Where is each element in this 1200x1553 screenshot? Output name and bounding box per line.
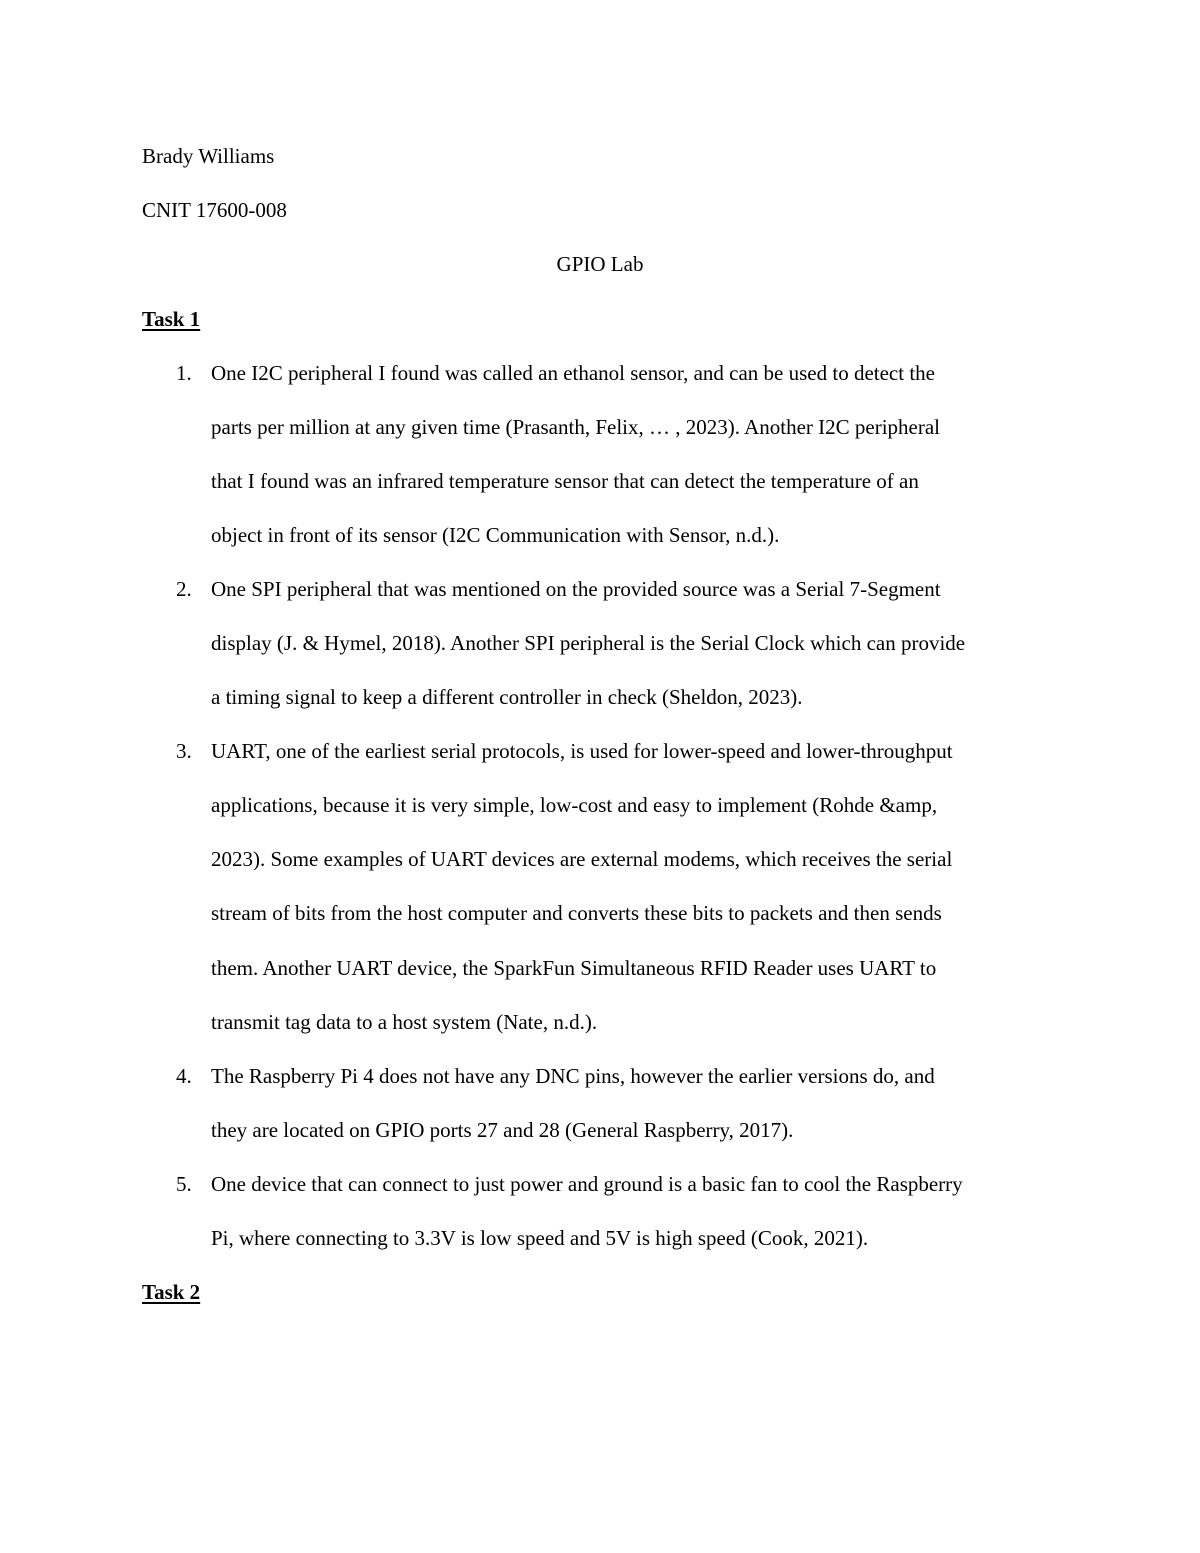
list-item-line: transmit tag data to a host system (Nate, n.d.). <box>211 1010 598 1034</box>
list-item-number: 2. <box>176 577 192 601</box>
list-item-line: parts per million at any given time (Prasanth, Felix, … , 2023). Another I2C peripheral <box>211 415 941 439</box>
list-item-line: they are located on GPIO ports 27 and 28 (General Raspberry, 2017). <box>211 1118 794 1142</box>
author-name: Brady Williams <box>142 144 275 168</box>
list-item-line: One SPI peripheral that was mentioned on the provided source was a Serial 7-Segment <box>211 577 941 601</box>
list-item-number: 1. <box>176 361 192 385</box>
list-item-line: that I found was an infrared temperature sensor that can detect the temperature of an <box>211 469 919 493</box>
list-item-number: 4. <box>176 1064 192 1088</box>
document-title: GPIO Lab <box>556 252 644 276</box>
list-item-line: a timing signal to keep a different controller in check (Sheldon, 2023). <box>211 685 803 709</box>
list-item-line: UART, one of the earliest serial protocols, is used for lower-speed and lower-throughput <box>211 739 953 763</box>
list-item-line: The Raspberry Pi 4 does not have any DNC pins, however the earlier versions do, and <box>211 1064 935 1088</box>
list-item-line: object in front of its sensor (I2C Communication with Sensor, n.d.). <box>211 523 780 547</box>
course-code: CNIT 17600-008 <box>142 198 287 222</box>
list-item-line: them. Another UART device, the SparkFun Simultaneous RFID Reader uses UART to <box>211 956 937 980</box>
list-item-number: 5. <box>176 1172 192 1196</box>
list-item-line: One I2C peripheral I found was called an ethanol sensor, and can be used to detect the <box>211 361 935 385</box>
list-item-line: 2023). Some examples of UART devices are external modems, which receives the serial <box>211 847 953 871</box>
task-1-heading: Task 1 <box>142 307 201 331</box>
list-item-line: display (J. & Hymel, 2018). Another SPI peripheral is the Serial Clock which can provide <box>211 631 966 655</box>
list-item-number: 3. <box>176 739 192 763</box>
list-item-line: One device that can connect to just power and ground is a basic fan to cool the Raspberry <box>211 1172 963 1196</box>
list-item-line: stream of bits from the host computer and converts these bits to packets and then sends <box>211 901 942 925</box>
list-item-line: Pi, where connecting to 3.3V is low speed and 5V is high speed (Cook, 2021). <box>211 1226 869 1250</box>
task-2-heading: Task 2 <box>142 1280 201 1304</box>
list-item-line: applications, because it is very simple, low-cost and easy to implement (Rohde &amp, <box>211 793 938 817</box>
